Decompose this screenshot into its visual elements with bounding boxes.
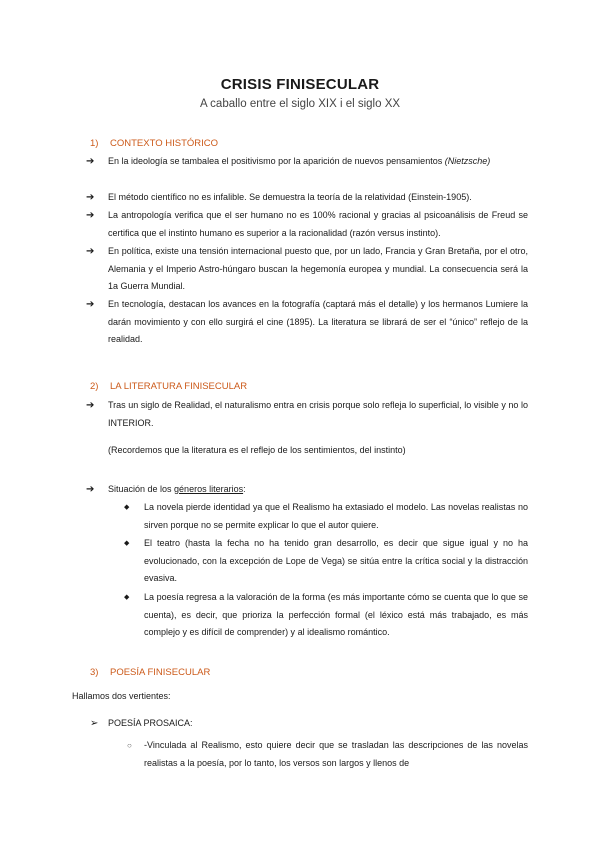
sub-list-item: La novela pierde identidad ya que el Realismo ha extasiado el modelo. Las novelas realistas no sirven porque no se permite explicar lo que el autor quiere. xyxy=(144,502,528,530)
arrow-bullet-icon: ➔ xyxy=(86,210,95,221)
sub-list-item: -Vinculada al Realismo, esto quiere decir que se trasladan las descripciones de las novelas realistas a la poesía, por lo tanto, los versos son largos y llenos de xyxy=(144,740,528,768)
section-1-heading xyxy=(90,138,218,149)
genres-link: géneros literarios xyxy=(174,484,244,494)
parenthetical-note: (Recordemos que la literatura es el reflejo de los sentimientos, del instinto) xyxy=(108,445,406,455)
document-title: CRISIS FINISECULAR xyxy=(220,76,380,93)
triangle-bullet-icon: ➢ xyxy=(90,718,99,729)
list-item: Tras un siglo de Realidad, el naturalismo entra en crisis porque solo refleja lo superficial, lo visible y no lo INTERIOR. xyxy=(108,400,528,428)
section-title: LA LITERATURA FINISECULAR xyxy=(110,381,248,392)
section-title: CONTEXTO HISTÓRICO xyxy=(110,138,219,149)
section-2-heading xyxy=(90,381,247,392)
diamond-bullet-icon: ◆ xyxy=(124,594,130,601)
sub-heading: POESÍA PROSAICA: xyxy=(108,718,193,728)
sub-list-item: La poesía regresa a la valoración de la forma (es más importante cómo se cuenta que lo que se cuenta), es decir, que prioriza la perfección formal (el léxico está más trabajado, es más complejo y es difícil de comprender) y al idealismo romántico. xyxy=(144,592,528,637)
section-title: POESÍA FINISECULAR xyxy=(110,667,211,678)
circle-bullet-icon: ○ xyxy=(127,741,132,750)
section-number: 1) xyxy=(90,138,99,149)
list-item: El método científico no es infalible. Se demuestra la teoría de la relatividad (Einstein-1905). xyxy=(108,192,472,202)
italic-note: (Nietzsche) xyxy=(444,156,491,166)
section-number: 2) xyxy=(90,381,99,392)
arrow-bullet-icon: ➔ xyxy=(86,484,95,495)
list-item: En política, existe una tensión internacional puesto que, por un lado, Francia y Gran Bretaña, por el otro, Alemania y el Imperio Astro-húngaro buscan la hegemonía europea y mundial. La consecuencia será la 1a Guerra Mundial. xyxy=(108,246,528,291)
section-3-heading xyxy=(90,667,210,678)
list-item: En tecnología, destacan los avances en la fotografía (captará más el detalle) y los hermanos Lumiere la darán movimiento y con ello surgirá el cine (1895). La literatura se librará de ser el “único” reflejo de la realidad. xyxy=(108,299,528,344)
diamond-bullet-icon: ◆ xyxy=(124,540,130,547)
section-intro: Hallamos dos vertientes: xyxy=(72,691,171,701)
arrow-bullet-icon: ➔ xyxy=(86,192,95,203)
diamond-bullet-icon: ◆ xyxy=(124,504,130,511)
list-item: Situación de los géneros literarios: xyxy=(108,484,246,494)
sub-list-item: El teatro (hasta la fecha no ha tenido gran desarrollo, es decir que sigue igual y no ha evolucionado, con la excepción de Lope de Vega) se sitúa entre la crítica social y la distracción evasiva. xyxy=(144,538,528,583)
arrow-bullet-icon: ➔ xyxy=(86,156,95,167)
section-number: 3) xyxy=(90,667,99,678)
list-item: En la ideología se tambalea el positivismo por la aparición de nuevos pensamientos (Nietzsche) xyxy=(108,156,491,166)
arrow-bullet-icon: ➔ xyxy=(86,299,95,310)
arrow-bullet-icon: ➔ xyxy=(86,246,95,257)
arrow-bullet-icon: ➔ xyxy=(86,400,95,411)
document-subtitle: A caballo entre el siglo XIX i el siglo XX xyxy=(199,98,401,110)
list-item: La antropología verifica que el ser humano no es 100% racional y gracias al psicoanálisis de Freud se certifica que el instinto humano es superior a la racionalidad (razón versus instinto). xyxy=(108,210,528,238)
